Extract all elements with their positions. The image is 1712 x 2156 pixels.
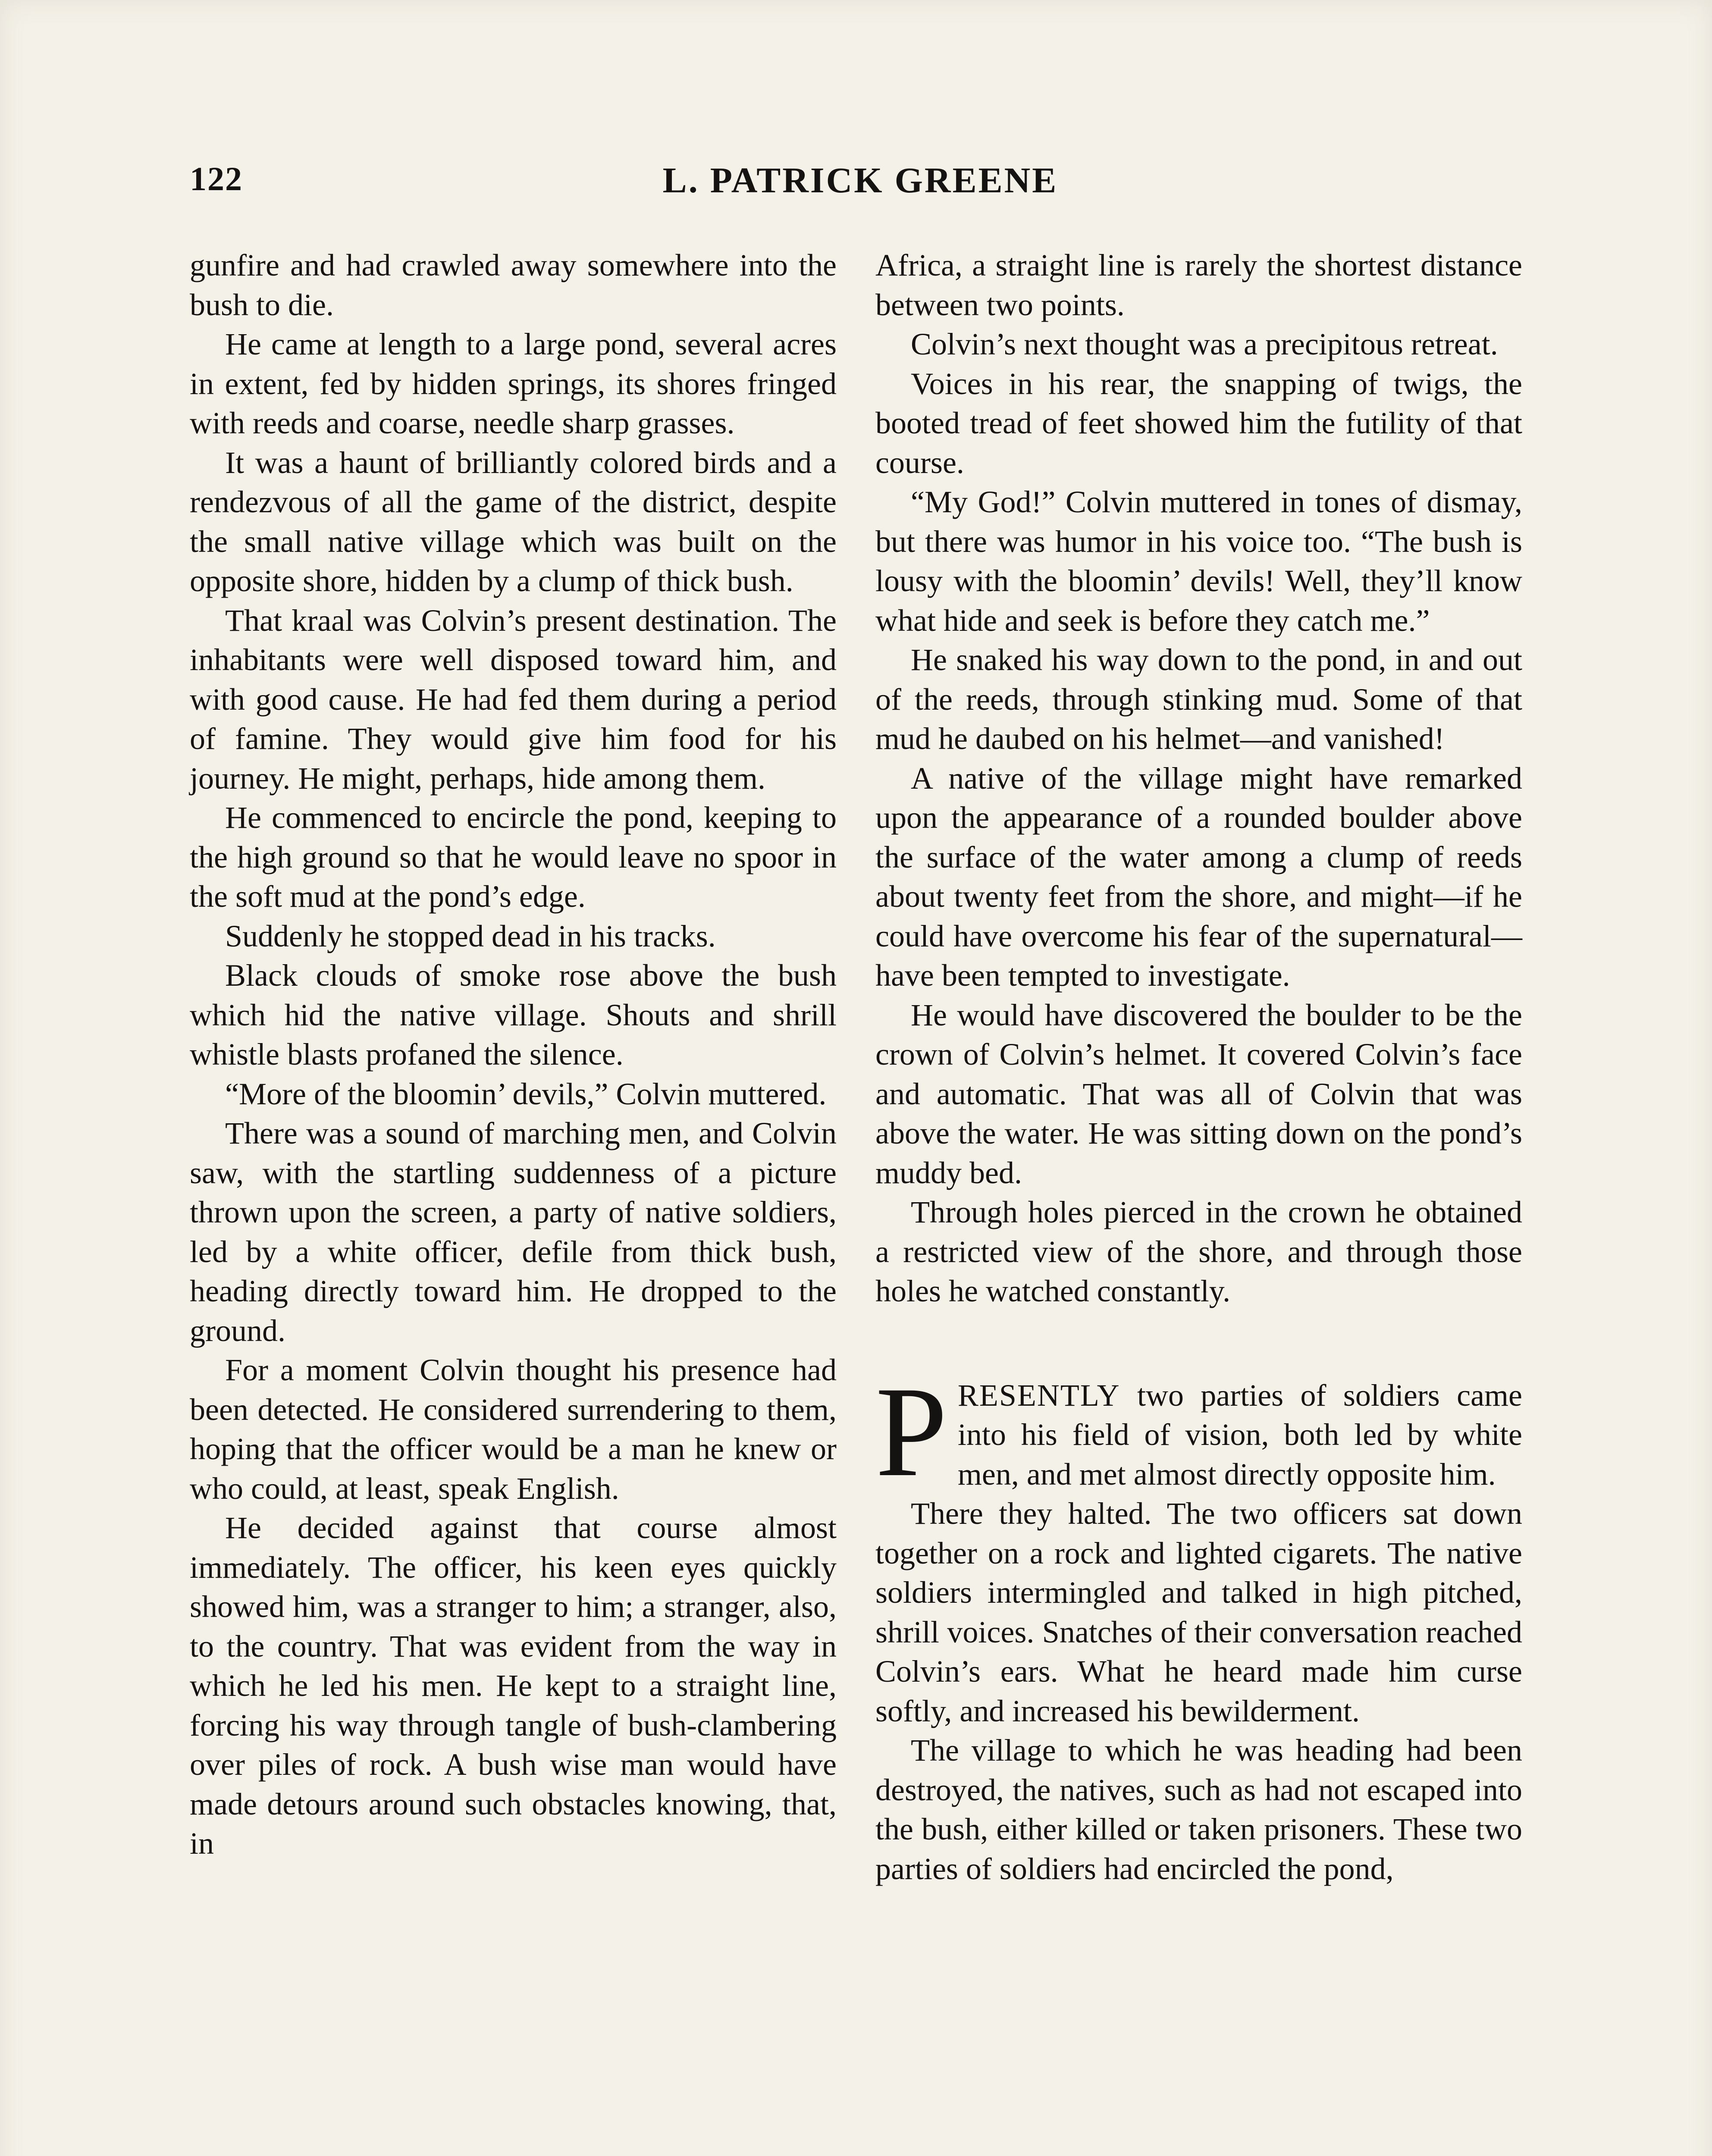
paragraph: Suddenly he stopped dead in his tracks. bbox=[225, 918, 716, 953]
paragraph: Voices in his rear, the snapping of twigs, the booted tread of feet showed him the futility of that course. bbox=[875, 366, 1522, 480]
paragraph: He came at length to a large pond, several acres in extent, fed by hidden springs, its shores fringed with reeds and coarse, needle sharp grasses. bbox=[190, 327, 837, 440]
paragraph: The village to which he was heading had been destroyed, the natives, such as had not escaped into the bush, either killed or taken prisoners. These two parties of soldiers had encircled the pond, bbox=[875, 1733, 1522, 1886]
page-number: 122 bbox=[190, 160, 243, 197]
paragraph: There they halted. The two officers sat down together on a rock and lighted cigarets. The native soldiers intermingled and talked in high pitched, shrill voices. Snatches of their conversation reached Colvin’s ears. What he heard made him curse softly, and increased his bewilderment. bbox=[875, 1496, 1522, 1728]
running-head: L. PATRICK GREENE bbox=[662, 160, 1058, 201]
section-opening-paragraph bbox=[875, 1360, 1522, 1503]
right-column bbox=[875, 246, 1522, 1889]
paragraph: Africa, a straight line is rarely the shortest distance between two points. bbox=[875, 248, 1522, 322]
page-header bbox=[190, 160, 1531, 207]
paragraph: gunfire and had crawled away somewhere into the bush to die. bbox=[190, 248, 837, 322]
paragraph: He would have discovered the boulder to be the crown of Colvin’s helmet. It covered Colvin’s face and automatic. That was all of Colvin that was above the water. He was sitting down on the pond’s muddy bed. bbox=[875, 997, 1522, 1190]
paragraph: He decided against that course almost immediately. The officer, his keen eyes quickly showed him, was a stranger to him; a stranger, also, to the country. That was evident from the way in which he led his men. He kept to a straight line, forcing his way through tangle of bush-clambering over piles of rock. A bush wise man would have made detours around such obstacles knowing, that, in bbox=[190, 1510, 837, 1861]
paragraph: He commenced to encircle the pond, keeping to the high ground so that he would leave no spoor in the soft mud at the pond’s edge. bbox=[190, 800, 837, 914]
paragraph: He snaked his way down to the pond, in and out of the reeds, through stinking mud. Some of that mud he daubed on his helmet—and vanished! bbox=[875, 642, 1522, 756]
paragraph: Through holes pierced in the crown he obtained a restricted view of the shore, and through those holes he watched constantly. bbox=[875, 1195, 1522, 1308]
paragraph: “My God!” Colvin muttered in tones of dismay, but there was humor in his voice too. “The bush is lousy with the bloomin’ devils! Well, they’ll know what hide and seek is before they catch me.” bbox=[875, 485, 1522, 638]
paragraph: Black clouds of smoke rose above the bush which hid the native village. Shouts and shrill whistle blasts profaned the silence. bbox=[190, 958, 837, 1072]
paragraph: There was a sound of marching men, and Colvin saw, with the startling suddenness of a picture thrown upon the screen, a party of native soldiers, led by a white officer, defile from thick bush, heading directly toward him. He dropped to the ground. bbox=[190, 1116, 837, 1348]
paragraph: It was a haunt of brilliantly colored birds and a rendezvous of all the game of the district, despite the small native village which was built on the opposite shore, hidden by a clump of thick bush. bbox=[190, 445, 837, 598]
drop-cap: P bbox=[875, 1360, 947, 1503]
paragraph: A native of the village might have remarked upon the appearance of a rounded boulder above the surface of the water among a clump of reeds about twenty feet from the shore, and might—if he could have overcome his fear of the supernatural—have been tempted to investigate. bbox=[875, 761, 1522, 993]
paragraph: For a moment Colvin thought his presence had been detected. He considered surrendering to them, hoping that the officer would be a man he knew or who could, at least, speak English. bbox=[190, 1353, 837, 1506]
lead-in-word: RESENTLY bbox=[957, 1378, 1120, 1413]
left-column bbox=[190, 246, 837, 1864]
section-opening-text: two parties of soldiers came into his field of vision, both led by white men, and met almost directly opposite him. bbox=[957, 1378, 1522, 1492]
paragraph: Colvin’s next thought was a precipitous retreat. bbox=[911, 327, 1498, 361]
paragraph: “More of the bloomin’ devils,” Colvin muttered. bbox=[225, 1076, 827, 1111]
paragraph: That kraal was Colvin’s present destination. The inhabitants were well disposed toward him, and with good cause. He had fed them during a period of famine. They would give him food for his journey. He might, perhaps, hide among them. bbox=[190, 603, 837, 796]
